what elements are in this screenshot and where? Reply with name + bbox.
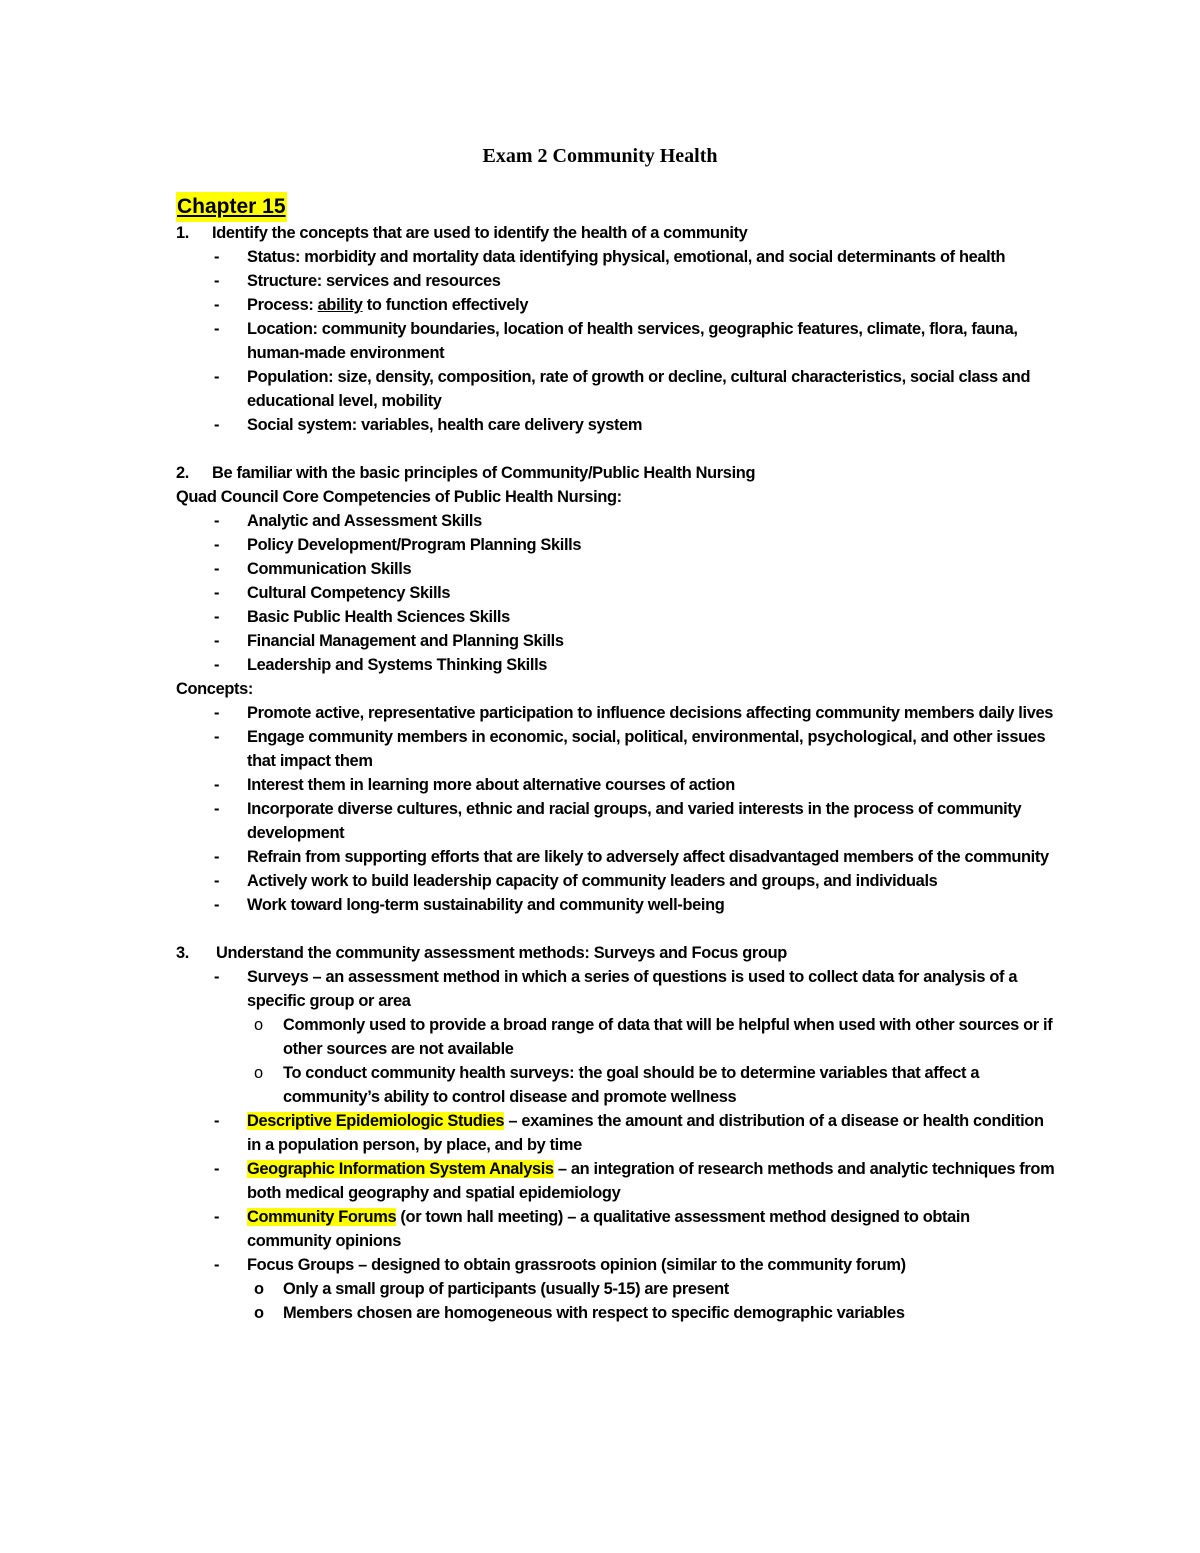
list-item: - Leadership and Systems Thinking Skills: [214, 656, 548, 674]
list-item: - Financial Management and Planning Skills: [214, 632, 564, 650]
highlighted-term: Descriptive Epidemiologic Studies: [247, 1112, 505, 1130]
sub-list-item: o Only a small group of participants (usually 5-15) are present: [254, 1280, 729, 1298]
subheading: Concepts:: [176, 680, 253, 698]
list-item: - Structure: services and resources: [214, 272, 501, 290]
section-number: 3.: [176, 944, 189, 962]
list-item: - Promote active, representative participation to influence decisions affecting community members daily lives: [214, 704, 1054, 722]
list-item: - Work toward long-term sustainability and community well-being: [214, 896, 725, 914]
list-item: - Refrain from supporting efforts that are likely to adversely affect disadvantaged members of the community: [214, 848, 1049, 866]
document-title: Exam 2 Community Health: [482, 145, 718, 167]
underlined-word: ability: [317, 296, 363, 314]
list-item: - Status: morbidity and mortality data identifying physical, emotional, and social determinants of health: [214, 248, 1006, 266]
list-item: - Cultural Competency Skills: [214, 584, 451, 602]
list-item: - Descriptive Epidemiologic Studies – examines the amount and distribution of a disease or health condition in a population person, by place, and by time: [214, 1112, 1044, 1154]
sub-list-item: o Commonly used to provide a broad range of data that will be helpful when used with other sources or if other sources are not available: [254, 1016, 1053, 1058]
list-item: - Engage community members in economic, social, political, environmental, psychological, and other issues that impact them: [214, 728, 1046, 770]
list-item: - Analytic and Assessment Skills: [214, 512, 482, 530]
list-item: - Interest them in learning more about alternative courses of action: [214, 776, 735, 794]
sub-list-item: o To conduct community health surveys: the goal should be to determine variables that affect a community’s ability to control disease and promote wellness: [254, 1064, 980, 1106]
section-3-heading: 3. Understand the community assessment methods: Surveys and Focus group: [176, 941, 1056, 965]
section-1-heading: 1. Identify the concepts that are used to identify the health of a community: [176, 221, 1056, 245]
list-item: - Social system: variables, health care delivery system: [214, 416, 643, 434]
list-item: - Surveys – an assessment method in which a series of questions is used to collect data for analysis of a specific group or area: [214, 968, 1018, 1010]
list-item: - Location: community boundaries, location of health services, geographic features, climate, flora, fauna, human-made environment: [214, 320, 1018, 362]
list-item: - Geographic Information System Analysis – an integration of research methods and analytic techniques from both medical geography and spatial epidemiology: [214, 1160, 1055, 1202]
list-item: - Actively work to build leadership capacity of community leaders and groups, and individuals: [214, 872, 938, 890]
list-item: - Process: ability to function effectively: [214, 296, 529, 314]
section-number: 2.: [176, 464, 189, 482]
section-2-heading: 2. Be familiar with the basic principles of Community/Public Health Nursing: [176, 461, 1056, 485]
sub-list-item: o Members chosen are homogeneous with respect to specific demographic variables: [254, 1304, 905, 1322]
list-item: - Incorporate diverse cultures, ethnic and racial groups, and varied interests in the process of community development: [214, 800, 1022, 842]
highlighted-term: Community Forums: [247, 1208, 397, 1226]
subheading: Quad Council Core Competencies of Public Health Nursing:: [176, 488, 622, 506]
highlighted-term: Geographic Information System Analysis: [247, 1160, 554, 1178]
list-item: - Community Forums (or town hall meeting) – a qualitative assessment method designed to obtain community opinions: [214, 1208, 970, 1250]
chapter-heading: Chapter 15: [176, 192, 287, 222]
document-body: [176, 221, 1056, 1325]
list-item: - Policy Development/Program Planning Skills: [214, 536, 582, 554]
list-item: - Basic Public Health Sciences Skills: [214, 608, 510, 626]
section-number: 1.: [176, 224, 189, 242]
list-item: - Focus Groups – designed to obtain grassroots opinion (similar to the community forum): [214, 1256, 906, 1274]
list-item: - Communication Skills: [214, 560, 412, 578]
list-item: - Population: size, density, composition, rate of growth or decline, cultural characteristics, social class and educational level, mobility: [214, 368, 1031, 410]
